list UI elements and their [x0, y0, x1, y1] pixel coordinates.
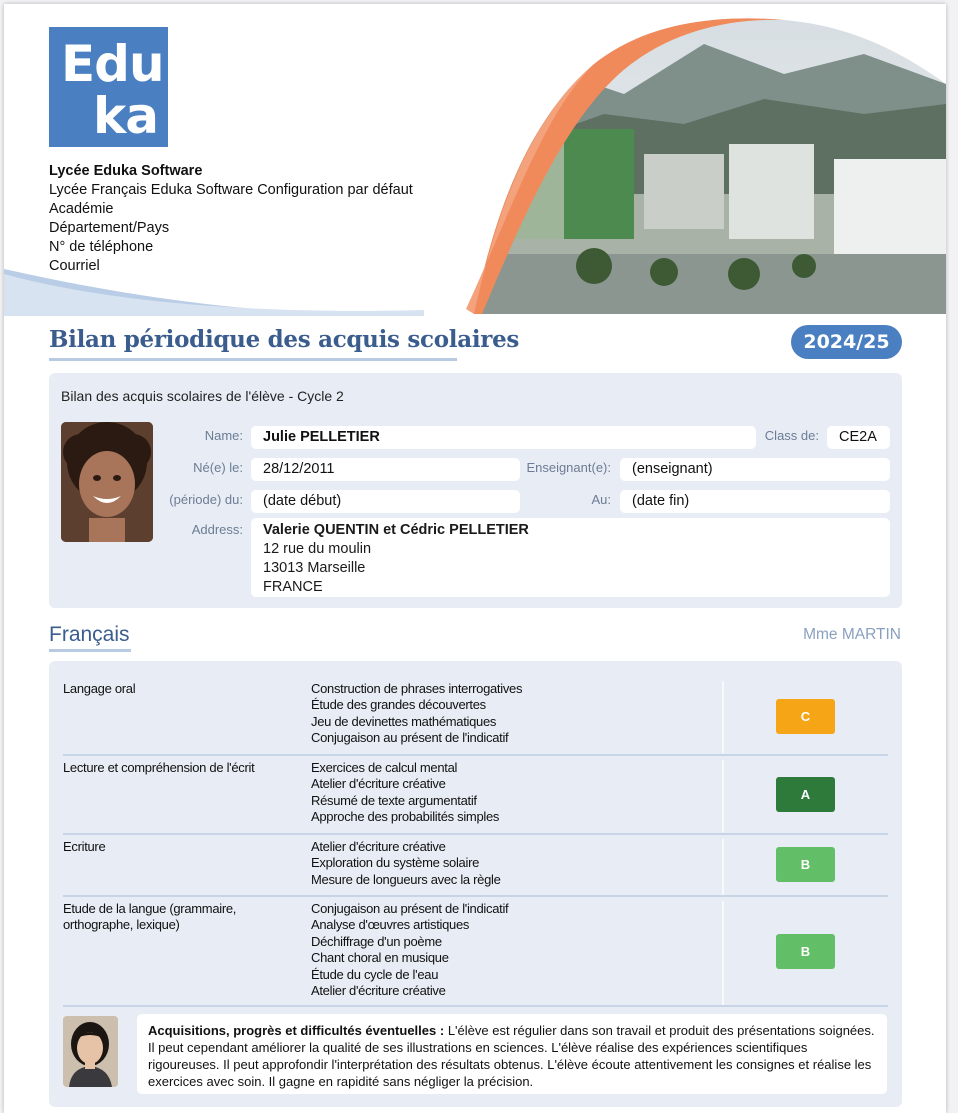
student-card	[49, 373, 902, 608]
address-line: FRANCE	[263, 579, 323, 595]
address-field	[251, 518, 890, 597]
domain-label: Lecture et compréhension de l'écrit	[63, 760, 255, 775]
school-line: Lycée Français Eduka Software Configuration par défaut	[49, 182, 413, 198]
subject-underline	[49, 649, 131, 652]
student-photo	[61, 422, 153, 542]
skill-list	[311, 760, 499, 826]
period-start-label: (période) du:	[169, 492, 243, 507]
skill-item: Conjugaison au présent de l'indicatif	[311, 901, 509, 916]
skill-item: Atelier d'écriture créative	[311, 839, 446, 854]
teacher-comment	[137, 1014, 887, 1094]
class-label: Class de:	[764, 428, 819, 443]
grade-badge: B	[776, 934, 835, 969]
teacher-field: (enseignant)	[620, 458, 890, 481]
column-divider	[722, 760, 724, 832]
school-year-badge: 2024/25	[791, 325, 902, 359]
domain-label: Langage oral	[63, 681, 136, 696]
address-line: 13013 Marseille	[263, 560, 366, 576]
domain-label: Etude de la langue (grammaire, orthographe, lexique)	[63, 901, 237, 932]
period-end-label: Au:	[591, 492, 611, 507]
birthdate-field: 28/12/2011	[251, 458, 520, 481]
skill-item: Résumé de texte argumentatif	[311, 792, 477, 808]
table-row	[63, 839, 888, 897]
report-page	[4, 4, 946, 1113]
skill-item: Étude des grandes découvertes	[311, 697, 486, 713]
title-underline	[49, 358, 457, 361]
table-row	[63, 760, 888, 835]
born-label: Né(e) le:	[193, 460, 243, 475]
school-line: Courriel	[49, 258, 100, 274]
address-line: Valerie QUENTIN et Cédric PELLETIER	[263, 522, 529, 538]
table-row	[63, 901, 888, 1007]
row-divider	[63, 1005, 888, 1007]
domain-label: Ecriture	[63, 839, 106, 854]
skill-item: Étude du cycle de l'eau	[311, 966, 439, 982]
logo-line-1: Edu	[61, 35, 164, 93]
page-title: Bilan périodique des acquis scolaires	[49, 326, 520, 353]
subject-title: Français	[49, 623, 130, 646]
grade-badge: C	[776, 699, 835, 734]
eduka-logo	[49, 27, 168, 147]
teacher-photo	[63, 1016, 118, 1087]
teacher-comment-section	[63, 1014, 888, 1094]
period-end-field: (date fin)	[620, 490, 890, 513]
skill-item: Atelier d'écriture créative	[311, 983, 446, 999]
table-row	[63, 681, 888, 756]
skill-item: Analyse d'œuvres artistiques	[311, 917, 470, 933]
school-line: N° de téléphone	[49, 239, 154, 255]
school-line: Département/Pays	[49, 220, 170, 236]
name-label: Name:	[204, 428, 243, 443]
skill-item: Construction de phrases interrogatives	[311, 681, 523, 696]
comment-text: L'élève est régulier dans son travail et produit des présentations soignées. Il peut cependant améliorer la qualité de ses illustrations en sciences. L'élève réalise des expériences scientifiques rigoureuses. Il peut approfondir l'interprétation des résultats obtenus. L'élève écoute attentivement les consignes et réalise les exercices avec soin. Il gagne en rapidité sans négliger la précision.	[148, 1023, 875, 1089]
skill-list	[311, 901, 508, 999]
column-divider	[722, 901, 724, 1005]
subject-teacher: Mme MARTIN	[803, 626, 901, 643]
school-line: Académie	[49, 201, 114, 217]
period-start-field: (date début)	[251, 490, 520, 513]
skill-item: Conjugaison au présent de l'indicatif	[311, 730, 509, 746]
grade-badge: A	[776, 777, 835, 812]
skill-item: Jeu de devinettes mathématiques	[311, 713, 497, 729]
school-info	[49, 162, 413, 276]
skill-item: Chant choral en musique	[311, 950, 449, 966]
row-divider	[63, 754, 888, 756]
skill-item: Exploration du système solaire	[311, 855, 480, 871]
skill-item: Déchiffrage d'un poème	[311, 933, 442, 949]
grade-badge: B	[776, 847, 835, 882]
school-name: Lycée Eduka Software	[49, 163, 203, 179]
logo-line-2: ka	[93, 87, 158, 145]
skill-list	[311, 681, 522, 747]
skill-item: Mesure de longueurs avec la règle	[311, 871, 501, 887]
column-divider	[722, 681, 724, 753]
skill-list	[311, 839, 501, 888]
teacher-label: Enseignant(e):	[526, 460, 611, 475]
student-card-caption: Bilan des acquis scolaires de l'élève - Cycle 2	[61, 388, 344, 404]
row-divider	[63, 833, 888, 835]
student-name-field: Julie PELLETIER	[251, 426, 756, 449]
address-line: 12 rue du moulin	[263, 541, 372, 557]
row-divider	[63, 895, 888, 897]
class-field: CE2A	[827, 426, 890, 449]
subject-table	[49, 661, 902, 1107]
skill-item: Approche des probabilités simples	[311, 809, 500, 825]
comment-label: Acquisitions, progrès et difficultés éventuelles :	[148, 1023, 445, 1038]
skill-item: Exercices de calcul mental	[311, 760, 458, 775]
skill-item: Atelier d'écriture créative	[311, 776, 446, 792]
column-divider	[722, 839, 724, 895]
address-label: Address:	[191, 522, 243, 537]
